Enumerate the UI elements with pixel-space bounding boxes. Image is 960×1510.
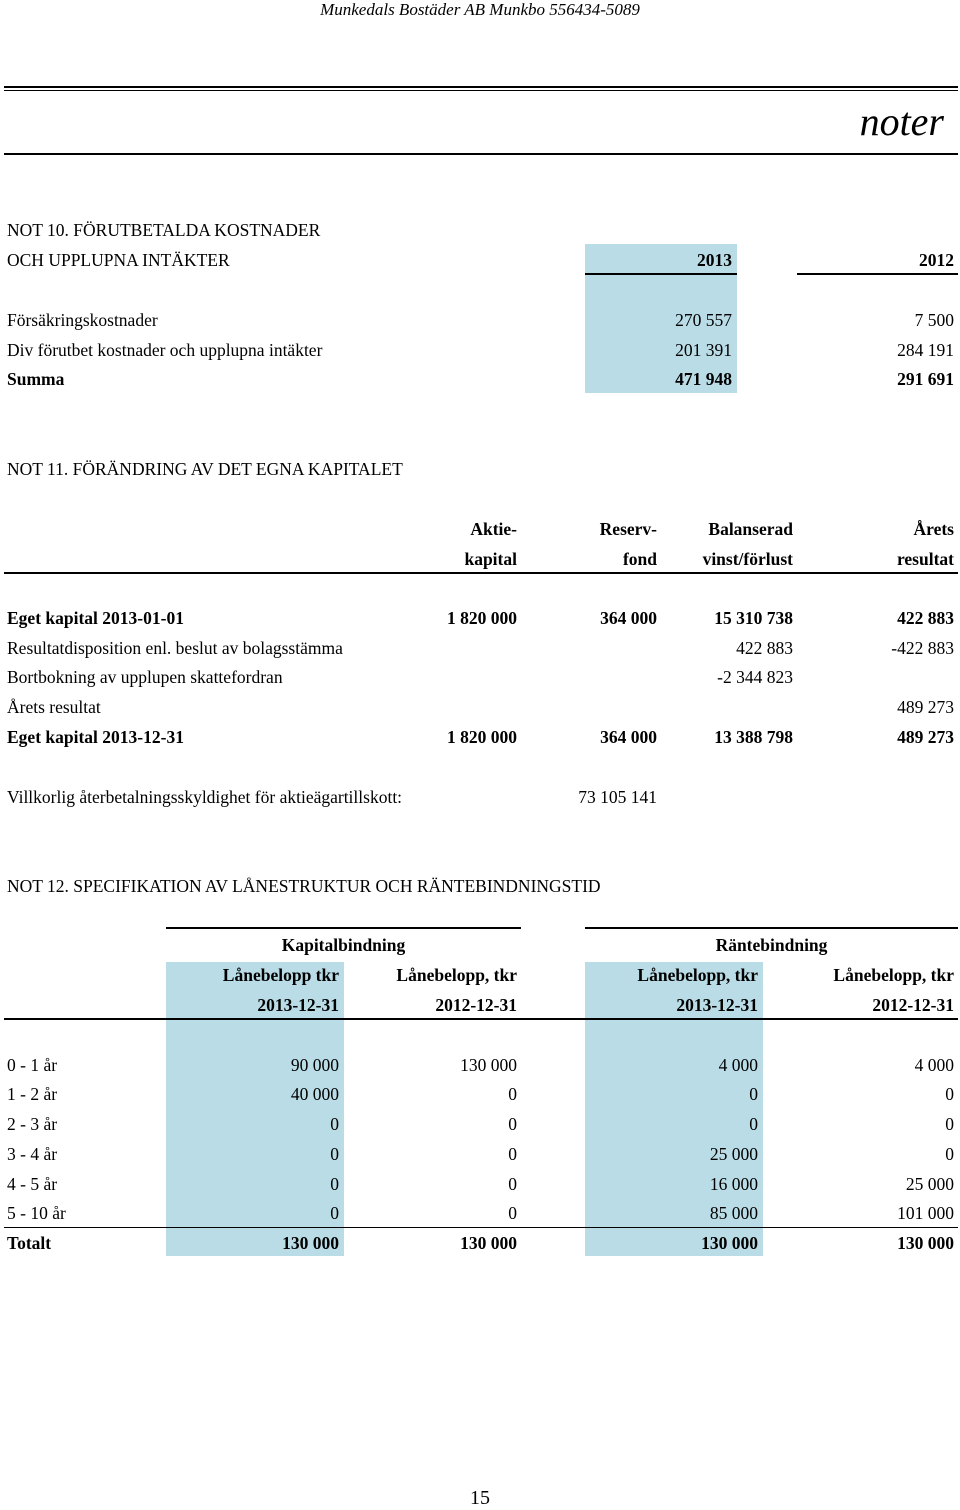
page-number: 15 [470,1487,490,1509]
note12-col-date: 2013-12-31 [257,995,339,1015]
note12-row-value: 130 000 [460,1233,517,1253]
note11-row-label: Årets resultat [7,697,101,717]
note12-group-rantebindning: Räntebindning [715,935,828,955]
note12-col-date: 2012-12-31 [872,995,954,1015]
note10-row-label: Summa [7,369,65,389]
note12-col-date: 2012-12-31 [435,995,517,1015]
note12-row-value: 130 000 [897,1233,954,1253]
note10-title-line2: OCH UPPLUPNA INTÄKTER [7,250,230,270]
note12-row-value: 0 [508,1203,517,1223]
note12-row-value: 130 000 [701,1233,758,1253]
note12-group-kapitalbindning: Kapitalbindning [281,935,406,955]
note12-row-value: 0 [945,1114,954,1134]
note11-header-kapital: kapital [464,549,517,569]
note12-row-value: 0 [945,1084,954,1104]
note10-row-2012: 284 191 [897,340,954,360]
note11-row-reservfond: 364 000 [600,608,657,628]
note12-row-value: 130 000 [282,1233,339,1253]
note10-col-2012-rule [797,273,958,275]
note11-row-label: Bortbokning av upplupen skattefordran [7,667,283,687]
note10-col-2013-rule [585,273,737,275]
note12-col-date: 2013-12-31 [676,995,758,1015]
page-header: Munkedals Bostäder AB Munkbo 556434-5089 [320,0,640,19]
note12-row-value: 0 [508,1084,517,1104]
note12-row-label: 3 - 4 år [7,1144,58,1164]
note12-row-value: 101 000 [897,1203,954,1223]
section-title-rule [4,153,958,155]
note11-row-aktiekapital: 1 820 000 [447,727,517,747]
note11-header-fond: fond [622,549,657,569]
note12-row-label: Totalt [7,1233,52,1253]
note11-row-balanserad: 422 883 [736,638,793,658]
note12-col-header: Lånebelopp, tkr [833,965,954,985]
note11-villkorlig-label: Villkorlig återbetalningsskyldighet för aktieägartillskott: [7,787,403,807]
note12-row-value: 25 000 [905,1174,954,1194]
note12-row-label: 2 - 3 år [7,1114,58,1134]
note12-row-value: 4 000 [914,1055,954,1075]
note10-col-2013: 2013 [697,250,732,270]
note12-col-header: Lånebelopp, tkr [396,965,517,985]
note12-row-label: 1 - 2 år [7,1084,58,1104]
note10-row-2013: 201 391 [675,340,732,360]
header-rule-top [4,86,958,88]
note11-row-label: Resultatdisposition enl. beslut av bolagsstämma [7,638,343,658]
note10-row-2013: 471 948 [675,369,732,389]
note12-row-value: 0 [330,1114,339,1134]
note11-header-reserv: Reserv- [599,519,657,539]
note12-row-label: 5 - 10 år [7,1203,66,1223]
note11-villkorlig-value: 73 105 141 [578,787,657,807]
note11-header-resultat: resultat [896,549,954,569]
note11-row-label: Eget kapital 2013-01-01 [7,608,184,628]
section-title: noter [859,99,944,144]
note12-total-rule [4,1227,958,1228]
note12-row-value: 0 [749,1114,758,1134]
note11-row-aktiekapital: 1 820 000 [447,608,517,628]
note11-row-arets-resultat: -422 883 [891,638,954,658]
note12-row-value: 4 000 [718,1055,758,1075]
note12-row-value: 0 [330,1203,339,1223]
note12-header-rule [4,1018,958,1020]
note12-row-value: 0 [330,1144,339,1164]
note10-col-2012: 2012 [919,250,954,270]
note12-row-label: 4 - 5 år [7,1174,58,1194]
note12-row-value: 0 [508,1114,517,1134]
note12-row-value: 90 000 [290,1055,339,1075]
note11-header-balanserad: Balanserad [708,519,793,539]
note12-row-value: 0 [508,1144,517,1164]
note11-header-arets: Årets [913,519,954,539]
note10-title-line1: NOT 10. FÖRUTBETALDA KOSTNADER [7,220,321,240]
note11-title: NOT 11. FÖRÄNDRING AV DET EGNA KAPITALET [7,459,403,479]
note12-row-value: 0 [330,1174,339,1194]
note12-row-value: 25 000 [709,1144,758,1164]
note12-group1-rule [166,927,521,929]
note10-row-label: Div förutbet kostnader och upplupna intäkter [7,340,323,360]
note12-group2-rule [585,927,958,929]
note11-row-reservfond: 364 000 [600,727,657,747]
note10-row-2012: 291 691 [897,369,954,389]
note12-row-value: 0 [749,1084,758,1104]
note12-row-value: 130 000 [460,1055,517,1075]
note11-row-arets-resultat: 489 273 [897,697,954,717]
note12-row-value: 40 000 [290,1084,339,1104]
note10-row-2013: 270 557 [675,310,732,330]
note12-row-value: 16 000 [709,1174,758,1194]
note11-row-balanserad: -2 344 823 [717,667,793,687]
note12-col-header: Lånebelopp, tkr [637,965,758,985]
note11-row-balanserad: 13 388 798 [714,727,793,747]
note12-row-label: 0 - 1 år [7,1055,58,1075]
note12-row-value: 85 000 [709,1203,758,1223]
note10-row-2012: 7 500 [914,310,954,330]
note11-header-aktie: Aktie- [470,519,517,539]
note11-row-label: Eget kapital 2013-12-31 [7,727,184,747]
note11-row-arets-resultat: 422 883 [897,608,954,628]
note11-header-rule [4,572,958,574]
note12-row-value: 0 [508,1174,517,1194]
note10-row-label: Försäkringskostnader [7,310,158,330]
note12-row-value: 0 [945,1144,954,1164]
note12-title: NOT 12. SPECIFIKATION AV LÅNESTRUKTUR OCH RÄNTEBINDNINGSTID [7,876,601,896]
header-rule-bottom [4,90,958,91]
note11-row-arets-resultat: 489 273 [897,727,954,747]
note11-header-vinst: vinst/förlust [702,549,793,569]
note12-col-header: Lånebelopp tkr [222,965,339,985]
note11-row-balanserad: 15 310 738 [714,608,793,628]
